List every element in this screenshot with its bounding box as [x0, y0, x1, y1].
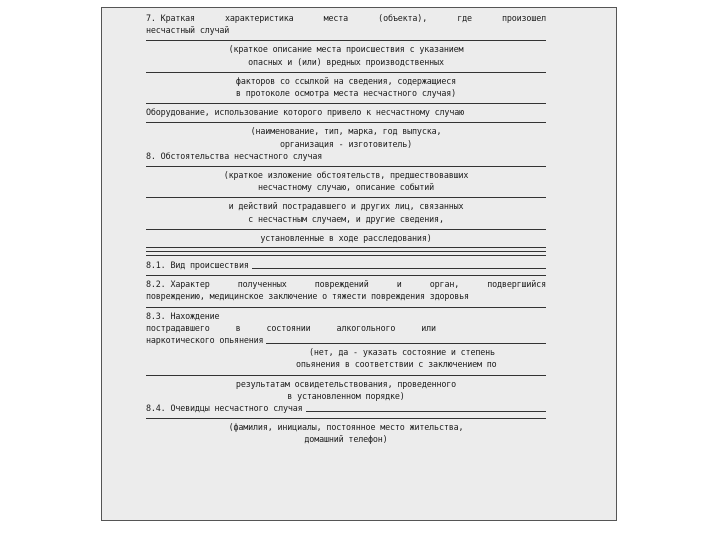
form-page — [101, 7, 617, 521]
section8-3-row — [146, 334, 546, 346]
hint-text: опасных и (или) вредных производственных — [248, 56, 444, 67]
fill-line — [146, 229, 546, 230]
fill-line — [146, 166, 546, 167]
fill-line — [146, 275, 546, 276]
fill-line — [146, 418, 546, 419]
hint-text: с несчастным случаем, и другие сведения, — [248, 213, 444, 224]
word: 7. Краткая — [146, 13, 195, 23]
fill-line — [146, 103, 546, 104]
hint-text: (краткое описание места происшествия с указанием — [228, 44, 464, 55]
word: подвергшийся — [487, 279, 546, 290]
hint-text: результатам освидетельствования, проведенного — [235, 378, 457, 389]
word: места — [323, 13, 349, 23]
hint-text: организация - изготовитель) — [279, 138, 413, 149]
section8-2-line1 — [146, 278, 546, 290]
word: (объекта), — [378, 13, 428, 23]
word: состоянии — [266, 322, 311, 333]
fill-line — [146, 251, 546, 252]
fill-line — [146, 247, 546, 248]
section8-3-title: 8.3. Нахождение — [146, 310, 220, 321]
section7-heading-line2: несчастный случай — [146, 25, 230, 36]
word: и — [396, 279, 402, 290]
word: в — [235, 322, 241, 333]
hint-text: (наименование, тип, марка, год выпуска, — [250, 126, 442, 137]
word: произошел — [501, 13, 546, 23]
fill-line — [146, 72, 546, 73]
fill-line — [146, 122, 546, 123]
section8-2-line2: повреждению, медицинское заключение о тяжести повреждения здоровья — [146, 291, 469, 302]
word: 8.2. Характер — [146, 279, 210, 290]
hint-text: и действий пострадавшего и других лиц, связанных — [228, 201, 464, 212]
section8-1-label: 8.1. Вид происшествия — [146, 260, 249, 271]
section8-1-row — [146, 259, 546, 271]
fill-line — [146, 255, 546, 256]
intoxication-field[interactable] — [266, 343, 546, 344]
witnesses-field[interactable] — [306, 411, 546, 412]
intoxication-label: наркотического опьянения — [146, 335, 264, 346]
hint-text: (фамилия, инициалы, постоянное место жительства, — [228, 422, 464, 433]
hint-text: домашний телефон) — [304, 434, 388, 445]
word: характеристика — [225, 13, 294, 23]
hint-text: факторов со ссылкой на сведения, содержащиеся — [235, 75, 457, 86]
section7-heading-line1 — [146, 12, 546, 24]
fill-line — [146, 375, 546, 376]
fill-line — [146, 307, 546, 308]
word: или — [421, 322, 436, 333]
hint-text: (краткое изложение обстоятельств, предшествовавших — [223, 170, 469, 181]
fill-line — [146, 40, 546, 41]
hint-text: в протоколе осмотра места несчастного случая) — [235, 88, 457, 99]
section8-3-line2 — [146, 322, 436, 334]
hint-text: (нет, да - указать состояние и степень — [309, 347, 495, 358]
word: орган, — [429, 279, 460, 290]
form-content — [146, 12, 546, 446]
hint-text: установленные в ходе расследования) — [260, 232, 432, 243]
hint-text: несчастному случаю, описание событий — [257, 182, 435, 193]
hint-text: в установленном порядке) — [287, 390, 405, 401]
equipment-label: Оборудование, использование которого привело к несчастному случаю — [146, 107, 464, 118]
word: повреждений — [314, 279, 369, 290]
word: полученных — [237, 279, 287, 290]
word: пострадавшего — [146, 322, 210, 333]
hint-text: опьянения в соответствии с заключением по — [296, 359, 497, 370]
section8-title: 8. Обстоятельства несчастного случая — [146, 150, 323, 161]
fill-line — [146, 197, 546, 198]
section8-4-row — [146, 402, 546, 414]
word: где — [457, 13, 472, 23]
witnesses-label: 8.4. Очевидцы несчастного случая — [146, 403, 303, 414]
incident-type-field[interactable] — [252, 268, 546, 269]
word: алкогольного — [336, 322, 396, 333]
